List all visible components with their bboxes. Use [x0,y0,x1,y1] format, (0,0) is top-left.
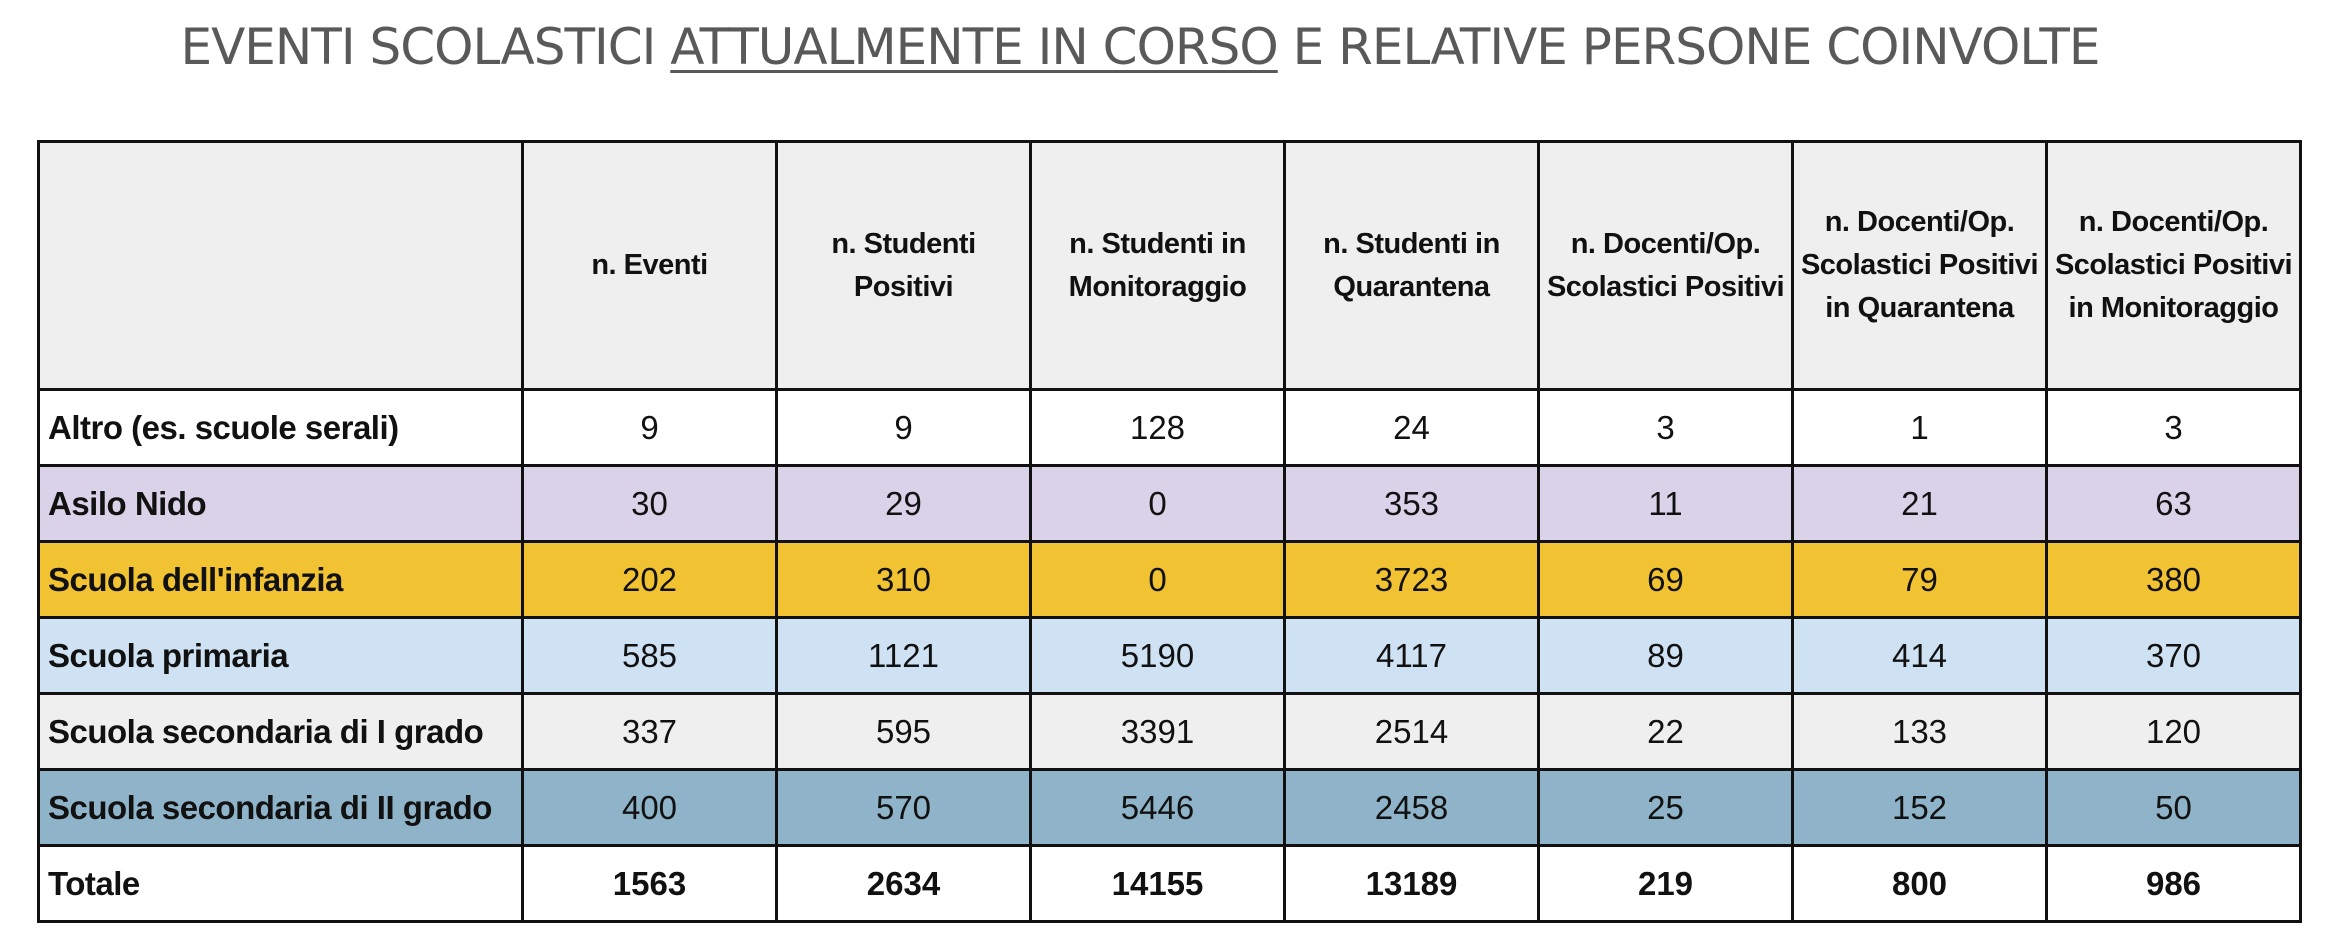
table-cell: 11 [1539,466,1793,542]
table-row [39,770,2301,846]
table-cell: 400 [523,770,777,846]
table-cell: 120 [2047,694,2301,770]
row-label: Scuola dell'infanzia [39,542,523,618]
table-cell: 2458 [1285,770,1539,846]
table-cell: 3723 [1285,542,1539,618]
table-cell: 9 [523,390,777,466]
header-cell-eventi: n. Eventi [523,142,777,390]
table-cell: 13189 [1285,846,1539,922]
table-cell: 380 [2047,542,2301,618]
header-row [39,142,2301,390]
table-cell: 585 [523,618,777,694]
table-cell: 21 [1793,466,2047,542]
table-row [39,542,2301,618]
table-row [39,618,2301,694]
table-cell: 25 [1539,770,1793,846]
table-cell: 202 [523,542,777,618]
table-cell: 800 [1793,846,2047,922]
table-cell: 414 [1793,618,2047,694]
table-cell: 5446 [1031,770,1285,846]
row-label: Scuola secondaria di II grado [39,770,523,846]
table-cell: 370 [2047,618,2301,694]
header-cell-studenti-monitoraggio: n. Studenti in Monitoraggio [1031,142,1285,390]
title-part-2: E RELATIVE PERSONE COINVOLTE [1277,18,2100,76]
header-cell-studenti-quarantena: n. Studenti in Quarantena [1285,142,1539,390]
total-row [39,846,2301,922]
header-cell-docenti-monitoraggio: n. Docenti/Op. Scolastici Positivi in Monitoraggio [2047,142,2301,390]
row-label: Scuola secondaria di I grado [39,694,523,770]
table-cell: 353 [1285,466,1539,542]
page-title [0,18,2280,76]
table-cell: 1 [1793,390,2047,466]
header-cell-blank [39,142,523,390]
header-cell-docenti-quarantena: n. Docenti/Op. Scolastici Positivi in Quarantena [1793,142,2047,390]
table-cell: 570 [777,770,1031,846]
table-cell: 337 [523,694,777,770]
table-cell: 3 [1539,390,1793,466]
table-cell: 0 [1031,542,1285,618]
table-cell: 2634 [777,846,1031,922]
table-cell: 3 [2047,390,2301,466]
row-label: Totale [39,846,523,922]
table-cell: 1121 [777,618,1031,694]
table-cell: 30 [523,466,777,542]
table-row [39,466,2301,542]
table-row [39,390,2301,466]
table-cell: 310 [777,542,1031,618]
table-cell: 986 [2047,846,2301,922]
table-cell: 4117 [1285,618,1539,694]
table-cell: 22 [1539,694,1793,770]
title-underlined: ATTUALMENTE IN CORSO [670,18,1278,76]
row-label: Altro (es. scuole serali) [39,390,523,466]
events-table [37,140,2302,923]
table-cell: 1563 [523,846,777,922]
table-cell: 9 [777,390,1031,466]
header-cell-docenti-positivi: n. Docenti/Op. Scolastici Positivi [1539,142,1793,390]
table-cell: 2514 [1285,694,1539,770]
table-cell: 69 [1539,542,1793,618]
table-cell: 14155 [1031,846,1285,922]
table-cell: 24 [1285,390,1539,466]
table-cell: 128 [1031,390,1285,466]
row-label: Asilo Nido [39,466,523,542]
table-cell: 63 [2047,466,2301,542]
table-cell: 3391 [1031,694,1285,770]
table-cell: 50 [2047,770,2301,846]
title-part-1: EVENTI SCOLASTICI [180,18,671,76]
table-row [39,694,2301,770]
header-cell-studenti-positivi: n. Studenti Positivi [777,142,1031,390]
table-cell: 219 [1539,846,1793,922]
table-cell: 133 [1793,694,2047,770]
row-label: Scuola primaria [39,618,523,694]
table-body [39,390,2301,922]
table-cell: 595 [777,694,1031,770]
table-cell: 29 [777,466,1031,542]
table-cell: 89 [1539,618,1793,694]
table-cell: 0 [1031,466,1285,542]
table-cell: 5190 [1031,618,1285,694]
table-cell: 152 [1793,770,2047,846]
table-cell: 79 [1793,542,2047,618]
